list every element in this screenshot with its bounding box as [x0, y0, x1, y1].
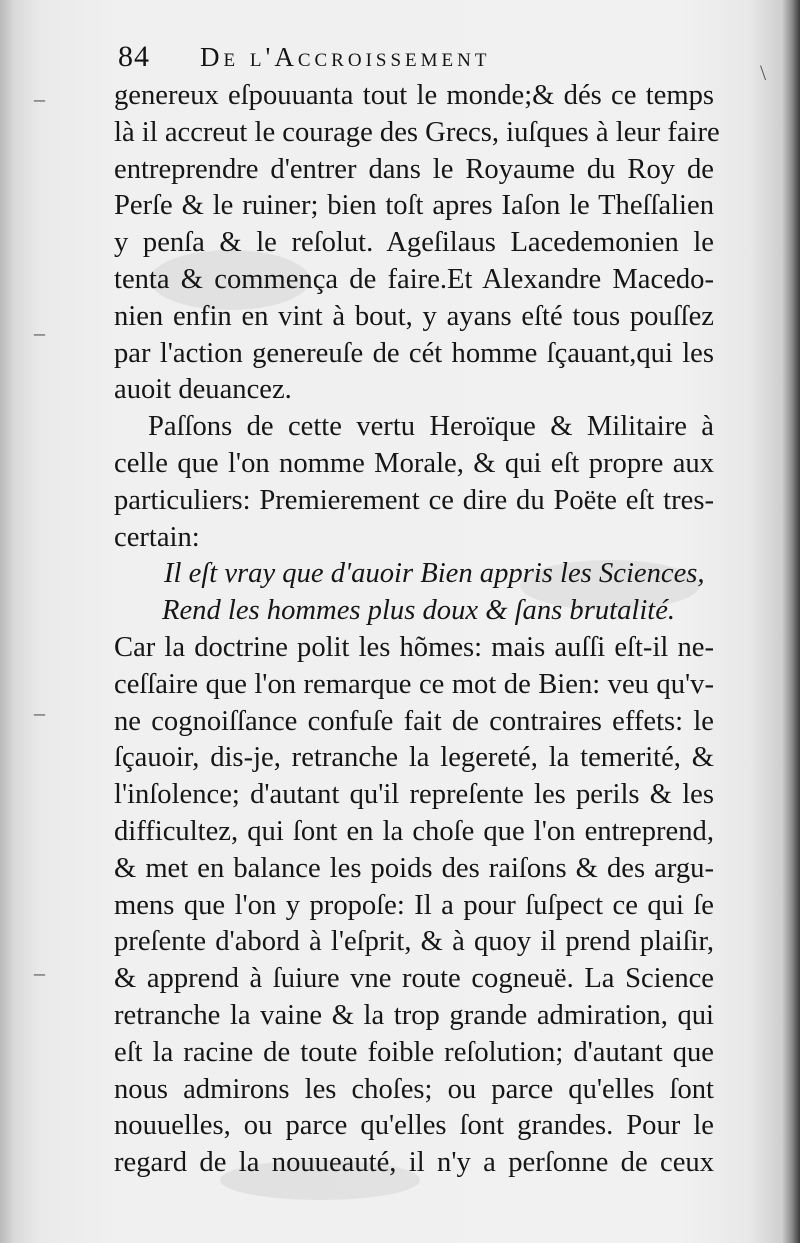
- text-line: difficultez, qui ſont en la choſe que l'on entreprend,: [114, 815, 714, 847]
- text-line: preſente d'abord à l'eſprit, & à quoy il prend plaiſir,: [114, 926, 714, 958]
- margin-dash-mark: –: [34, 86, 45, 111]
- verse-line: Il eſt vray que d'auoir Bien appris les Sciences,: [164, 558, 705, 590]
- text-line: certain:: [114, 521, 200, 553]
- text-line: y penſa & le reſolut. Ageſilaus Lacedemonien le: [114, 227, 714, 259]
- text-line: entreprendre d'entrer dans le Royaume du Roy de: [114, 153, 714, 185]
- text-line: ne cognoiſſance confuſe fait de contraires effets: le: [114, 705, 714, 737]
- text-line: regard de la nouueauté, il n'y a perſonne de ceux: [114, 1147, 714, 1179]
- text-line: ſçauoir, dis-je, retranche la legereté, la temerité, &: [114, 742, 714, 774]
- text-line: & apprend à ſuiure vne route cogneuë. La Science: [114, 963, 714, 995]
- text-line: retranche la vaine & la trop grande admiration, qui: [114, 999, 714, 1031]
- page-header: [118, 40, 718, 80]
- text-line: nous admirons les choſes; ou parce qu'elles ſont: [114, 1073, 714, 1105]
- text-line: là il accreut le courage des Grecs, iuſques à leur faire: [114, 116, 720, 148]
- text-line: Car la doctrine polit les hõmes: mais auſſi eſt-il ne-: [114, 631, 714, 663]
- text-line: auoit deuancez.: [114, 374, 292, 406]
- margin-dash-mark: –: [34, 960, 45, 985]
- margin-dash-mark: –: [34, 700, 45, 725]
- body-text: [114, 78, 720, 1182]
- text-line: l'inſolence; d'autant qu'il repreſente les perils & les: [114, 779, 714, 811]
- text-line: par l'action genereuſe de cét homme ſçauant,qui les: [114, 337, 714, 369]
- text-line: Perſe & le ruiner; bien toſt apres Iaſon le Theſſalien: [114, 190, 714, 222]
- text-line: nouuelles, ou parce qu'elles ſont grandes. Pour le: [114, 1110, 714, 1142]
- text-line: genereux eſpouuanta tout le monde;& dés ce temps: [114, 80, 714, 111]
- paragraph-start-line: Paſſons de cette vertu Heroïque & Militaire à: [148, 411, 714, 443]
- text-line: particuliers: Premierement ce dire du Poëte eſt tres-: [114, 484, 714, 516]
- text-line: eſt la racine de toute foible reſolution; d'autant que: [114, 1036, 714, 1068]
- text-line: ceſſaire que l'on remarque ce mot de Bien: veu qu'v-: [114, 668, 714, 700]
- text-line: celle que l'on nomme Morale, & qui eſt propre aux: [114, 447, 714, 479]
- margin-dash-mark: –: [34, 320, 45, 345]
- verse-line: Rend les hommes plus doux & ſans brutalité.: [162, 595, 676, 627]
- text-line: tenta & commença de faire.Et Alexandre Macedo-: [114, 263, 714, 295]
- text-line: nien enfin en vint à bout, y ayans eſté tous pouſſez: [114, 300, 714, 332]
- text-line: & met en balance les poids des raiſons & des argu-: [114, 852, 714, 884]
- margin-dash-mark: \: [760, 60, 767, 85]
- text-line: mens que l'on y propoſe: Il a pour ſuſpect ce qui ſe: [114, 889, 714, 921]
- page-number: 84: [118, 40, 150, 73]
- running-head: De l'Accroissement: [200, 42, 491, 72]
